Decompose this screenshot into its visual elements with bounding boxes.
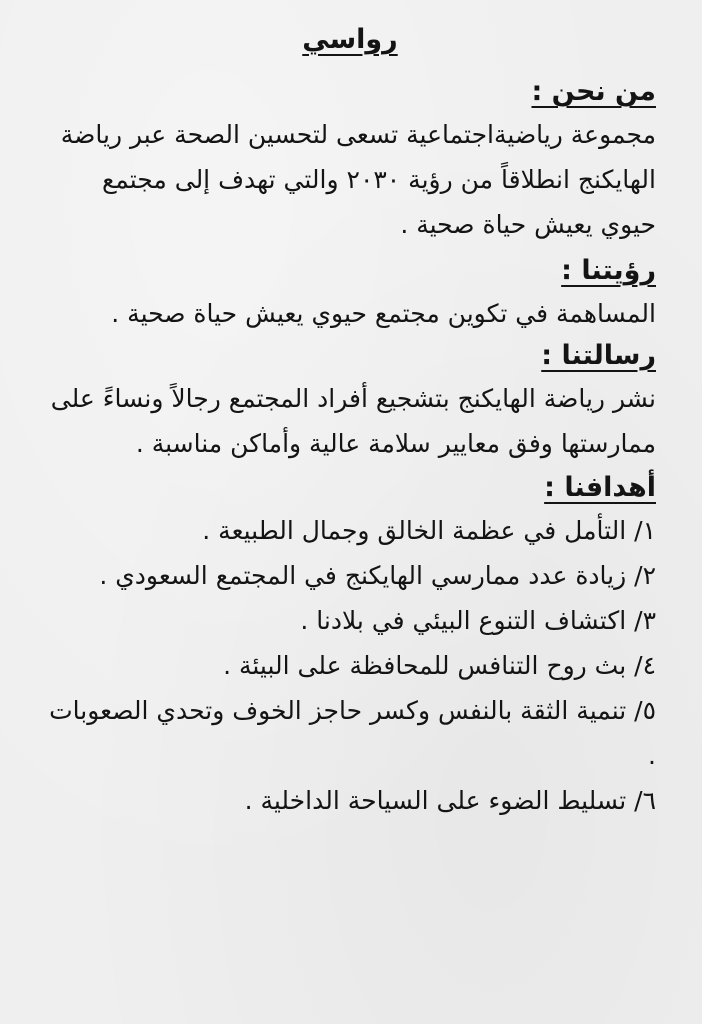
who-we-are-text: مجموعة رياضيةاجتماعية تسعى لتحسين الصحة عبر رياضة الهايكنج انطلاقاً من رؤية ٢٠٣٠ والتي تهدف إلى مجتمع حيوي يعيش حياة صحية . — [60, 120, 656, 239]
goals-heading: أهدافنا : — [544, 472, 656, 503]
goals-list — [44, 508, 656, 823]
goal-item: ٥/ تنمية الثقة بالنفس وكسر حاجز الخوف وتحدي الصعوبات . — [49, 696, 656, 770]
mission-heading: رسالتنا : — [541, 340, 656, 371]
section-who-we-are — [44, 72, 656, 247]
goal-item: ٢/ زيادة عدد ممارسي الهايكنج في المجتمع السعودي . — [99, 561, 656, 590]
goal-item: ١/ التأمل في عظمة الخالق وجمال الطبيعة . — [202, 516, 656, 545]
section-mission — [44, 336, 656, 466]
who-we-are-heading: من نحن : — [531, 76, 656, 107]
section-goals — [44, 468, 656, 823]
vision-heading: رؤيتنا : — [561, 255, 656, 286]
vision-text: المساهمة في تكوين مجتمع حيوي يعيش حياة صحية . — [111, 299, 656, 328]
goal-item: ٤/ بث روح التنافس للمحافظة على البيئة . — [223, 651, 656, 680]
goal-item: ٣/ اكتشاف التنوع البيئي في بلادنا . — [300, 606, 656, 635]
goal-item: ٦/ تسليط الضوء على السياحة الداخلية . — [244, 786, 656, 815]
section-vision — [44, 251, 656, 336]
document-title: رواسي — [302, 24, 398, 55]
mission-text: نشر رياضة الهايكنج بتشجيع أفراد المجتمع رجالاً ونساءً على ممارستها وفق معايير سلامة عالية وأماكن مناسبة . — [50, 384, 656, 458]
